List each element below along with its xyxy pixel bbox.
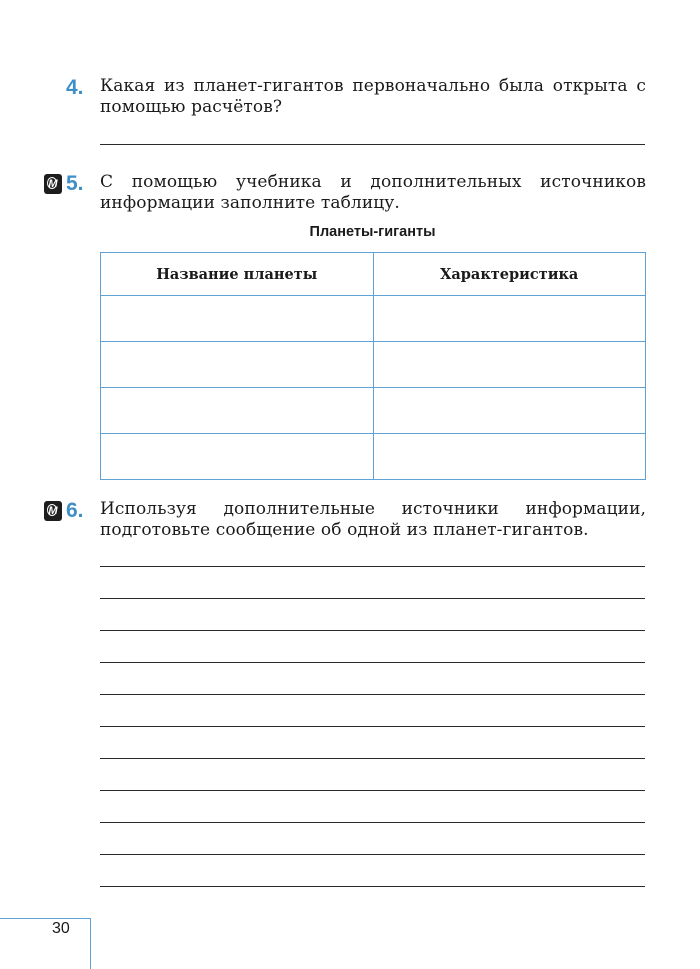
table-header-row — [101, 253, 646, 296]
table-cell[interactable] — [373, 388, 646, 434]
table-caption: Планеты-гиганты — [309, 224, 436, 240]
answer-line-q6[interactable] — [100, 726, 645, 727]
question-5-number: 5. — [66, 172, 84, 195]
table-cell[interactable] — [373, 296, 646, 342]
table-row — [101, 388, 646, 434]
question-4-text: Какая из планет-гигантов первоначально была открыта с помощью расчётов? — [100, 76, 646, 117]
answer-line-q6[interactable] — [100, 822, 645, 823]
table-row — [101, 434, 646, 480]
table-cell[interactable] — [101, 296, 374, 342]
table-cell[interactable] — [101, 434, 374, 480]
answer-line-q6[interactable] — [100, 790, 645, 791]
table-cell[interactable] — [373, 434, 646, 480]
table-row — [101, 296, 646, 342]
module-badge-icon: М — [44, 501, 62, 521]
question-5-text: С помощью учебника и дополнительных источников информации заполните таблицу. — [100, 172, 646, 213]
column-header-name: Название планеты — [101, 253, 374, 296]
table-row — [101, 342, 646, 388]
column-header-characteristic: Характеристика — [373, 253, 646, 296]
question-4-number: 4. — [66, 76, 84, 99]
question-6-number: 6. — [66, 499, 84, 522]
answer-line-q6[interactable] — [100, 598, 645, 599]
answer-line-q4[interactable] — [100, 144, 645, 145]
answer-line-q6[interactable] — [100, 886, 645, 887]
question-4 — [60, 76, 646, 118]
planets-table — [100, 252, 646, 480]
answer-line-q6[interactable] — [100, 630, 645, 631]
footer-divider-vertical — [90, 918, 91, 969]
question-5 — [48, 172, 646, 214]
page-number: 30 — [52, 920, 70, 937]
table-cell[interactable] — [101, 342, 374, 388]
table-cell[interactable] — [373, 342, 646, 388]
question-6-text: Используя дополнительные источники информации, подготовьте сообщение об одной из планет-гигантов. — [100, 499, 646, 540]
table-cell[interactable] — [101, 388, 374, 434]
answer-line-q6[interactable] — [100, 758, 645, 759]
answer-line-q6[interactable] — [100, 694, 645, 695]
answer-line-q6[interactable] — [100, 662, 645, 663]
question-6 — [48, 499, 646, 541]
answer-line-q6[interactable] — [100, 854, 645, 855]
answer-line-q6[interactable] — [100, 566, 645, 567]
module-badge-icon: М — [44, 174, 62, 194]
footer-divider — [0, 918, 90, 919]
